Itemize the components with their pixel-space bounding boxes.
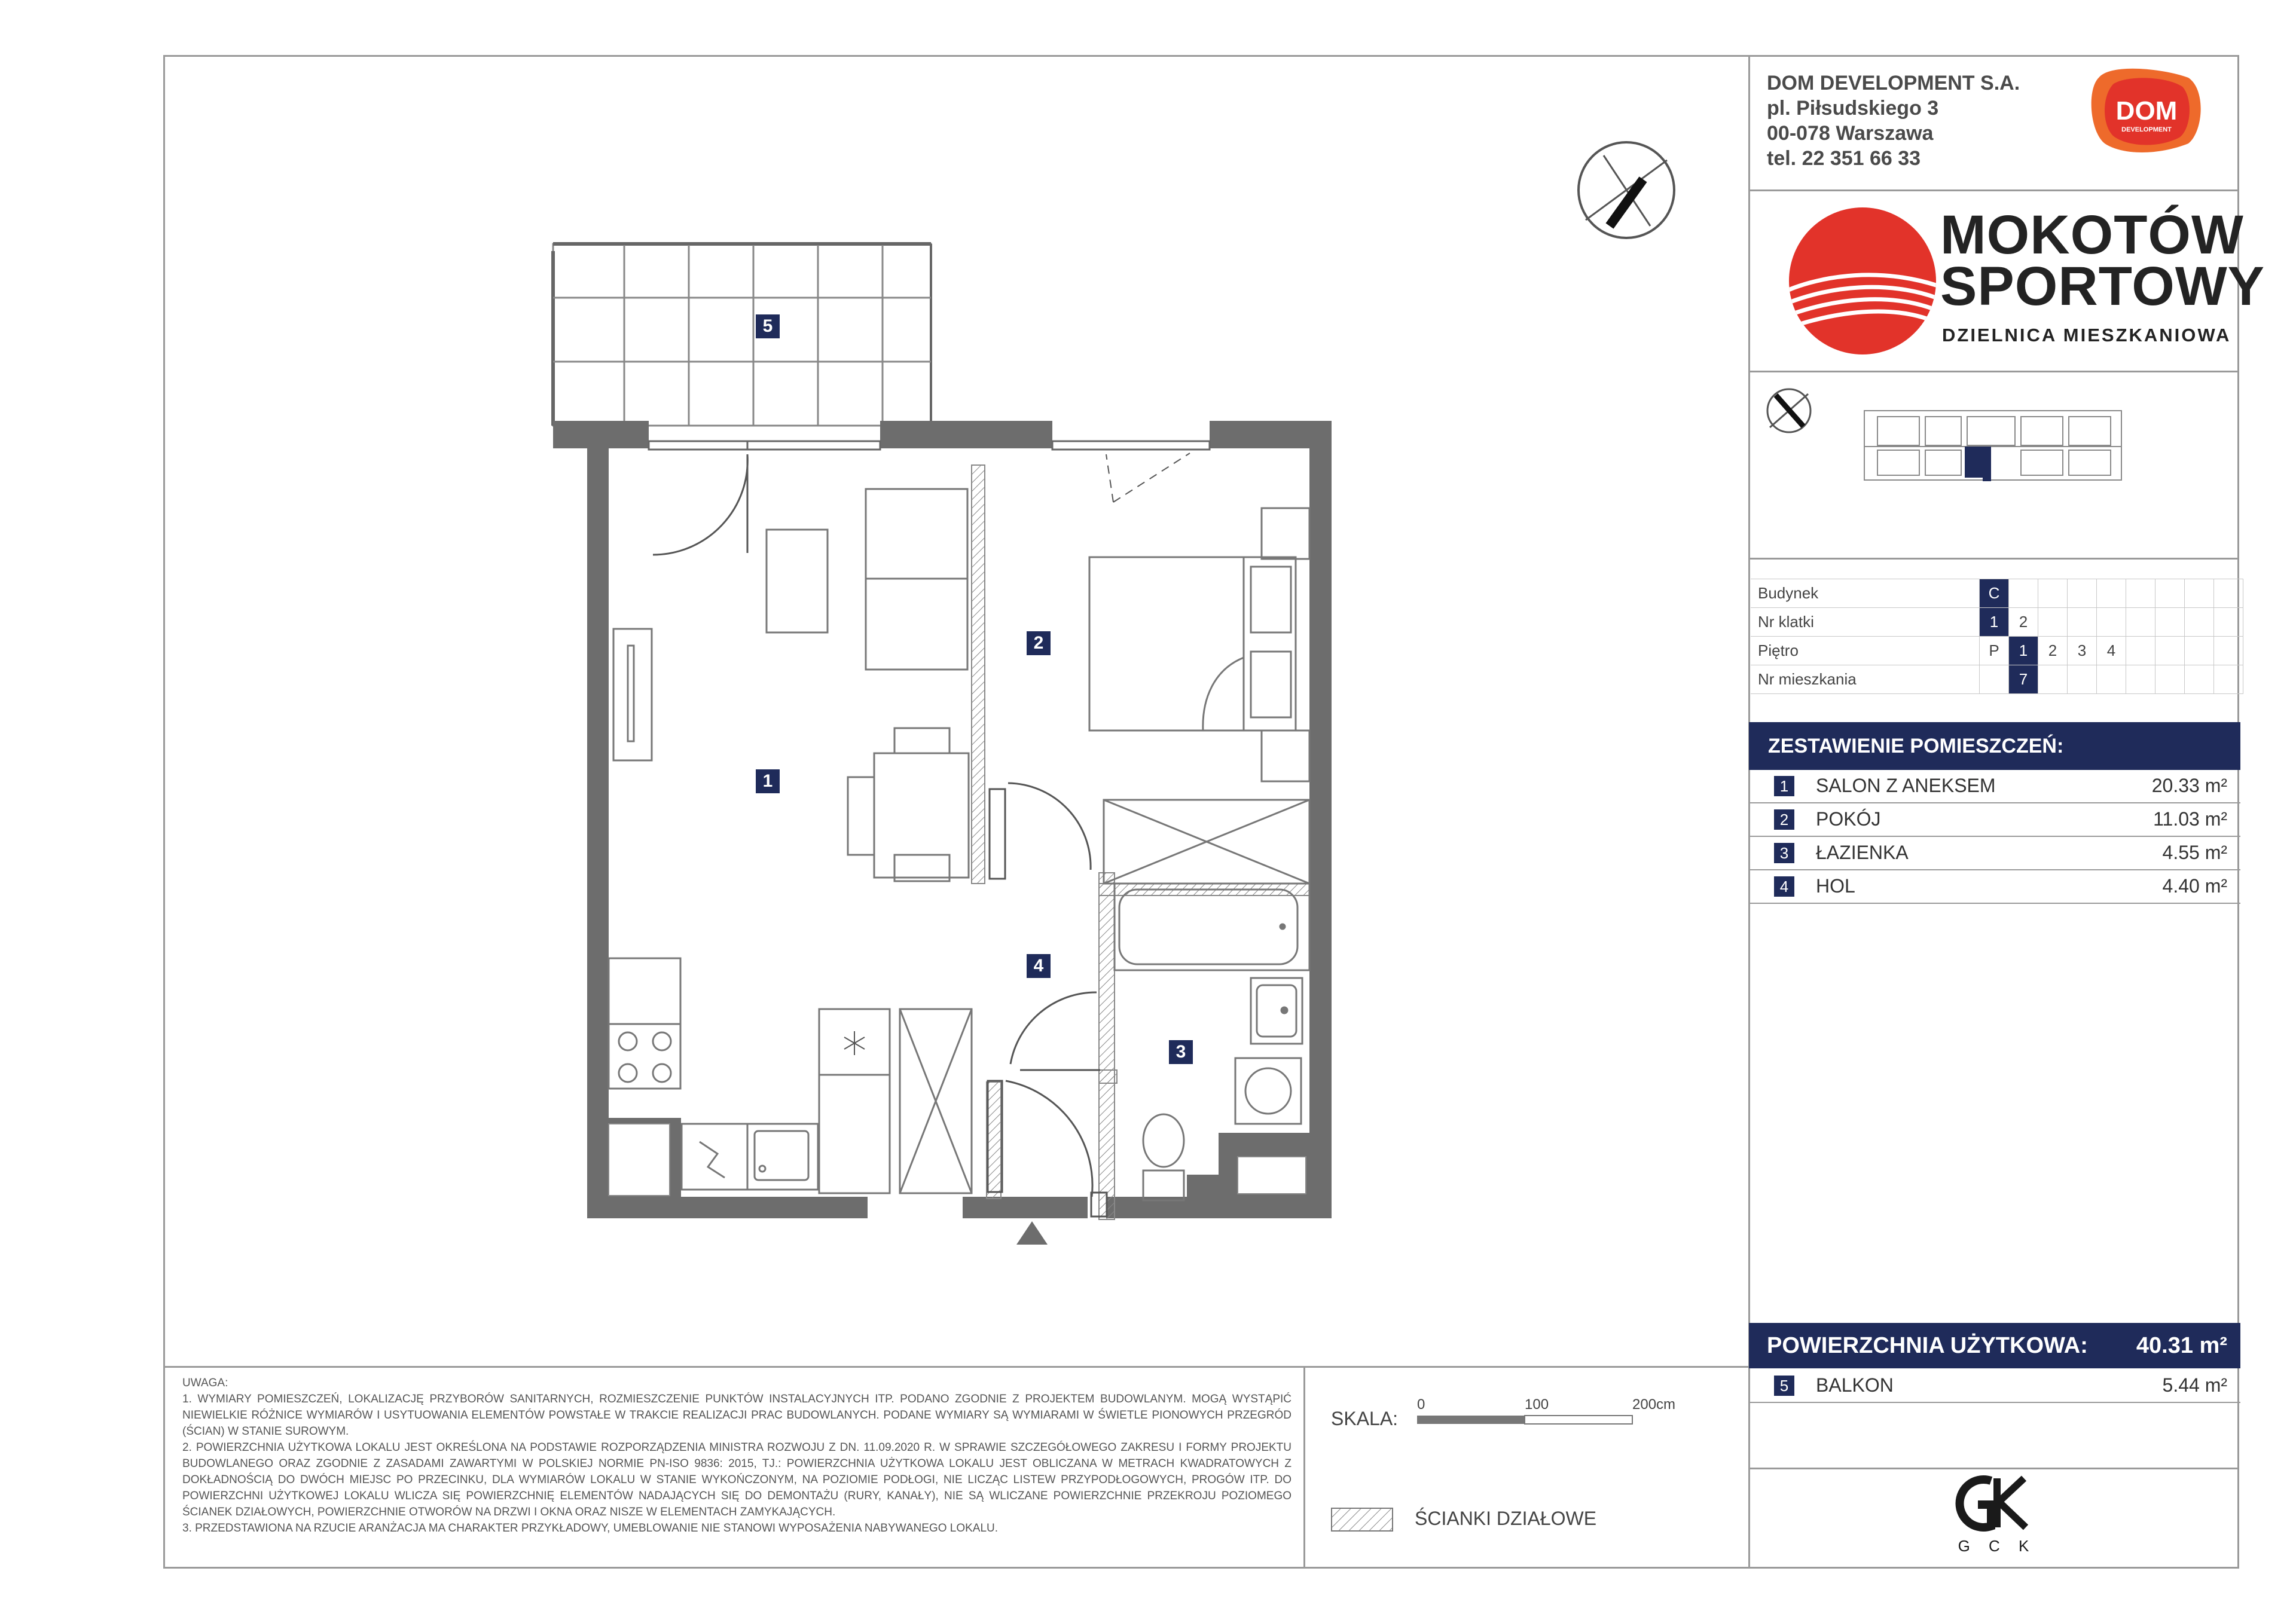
info-row: [1751, 608, 2243, 637]
scale-label: SKALA:: [1331, 1408, 1399, 1429]
project-subtitle: DZIELNICA MIESZKANIOWA: [1942, 325, 2231, 346]
info-cell: 2: [2038, 637, 2068, 665]
furniture-living: [613, 489, 969, 881]
info-row-label: Nr mieszkania: [1751, 665, 1980, 694]
dom-logo-text: DOM: [2115, 96, 2178, 126]
room-area: 20.33 m²: [2151, 775, 2227, 796]
scale-tick-0: 0: [1417, 1396, 1425, 1413]
info-cell: [2214, 637, 2243, 665]
info-cell: 3: [2068, 637, 2097, 665]
room-num: 4: [1774, 876, 1794, 897]
info-cell: [2038, 579, 2068, 608]
balcony-number: 5: [1774, 1376, 1794, 1396]
room-row: [1749, 870, 2240, 904]
info-cell: [2097, 579, 2126, 608]
info-cell: [2126, 579, 2155, 608]
dom-development-logo: [2087, 66, 2206, 155]
info-cell: [2155, 579, 2185, 608]
info-row: [1751, 665, 2243, 694]
balcony-name: BALKON: [1816, 1374, 1894, 1396]
room-name: ŁAZIENKA: [1816, 842, 1909, 863]
key-plan-marker: [1983, 478, 1991, 481]
info-cell: [2185, 665, 2214, 694]
info-cell: [2038, 608, 2068, 637]
entrance-arrow-icon: [1016, 1221, 1048, 1245]
key-plan-selected-unit: [1965, 447, 1991, 478]
note-1: 1. WYMIARY POMIESZCZEŃ, LOKALIZACJĘ PRZYBORÓW SANITARNYCH, ROZMIESZCZENIE PUNKTÓW INSTALACYJNYCH ITP. PODANO ZGODNIE Z PROJEKTEM BUDOWLANYM. MOGĄ WYSTĄPIĆ NIEWIELKIE RÓŻNICE WYMIARÓW I USYTUOWANIA ELEMENTÓW POWSTAŁE W TRAKCIE REALIZACJI PRAC BUDOWLANYCH. PODANE WYMIARY SĄ WYMIARAMI W ŚWIETLE PIONOWYCH PRZEGRÓD (ŚCIAN) W STANIE SUROWYM.: [182, 1393, 1292, 1438]
room-row: [1749, 770, 2240, 803]
compass-small-icon: [1767, 389, 1810, 432]
info-cell: [2185, 579, 2214, 608]
info-row-label: Nr klatki: [1751, 608, 1980, 637]
room-label-4: 4: [1027, 954, 1051, 978]
key-plan: [1758, 380, 2212, 517]
info-cell: C: [1980, 579, 2009, 608]
room-area: 4.40 m²: [2162, 875, 2227, 897]
gck-letters: G C K: [1958, 1537, 2037, 1555]
info-cell: [2068, 579, 2097, 608]
info-cell: 1: [2009, 637, 2038, 665]
room-num: 2: [1774, 809, 1794, 830]
balcony-area: 5.44 m²: [2162, 1374, 2227, 1396]
info-cell: [2126, 637, 2155, 665]
doors: [988, 783, 1107, 1217]
total-area-label: POWIERZCHNIA UŻYTKOWA:: [1767, 1333, 2088, 1358]
info-cell: [2155, 665, 2185, 694]
total-area-bar: [1749, 1323, 2240, 1368]
info-cell: [2185, 637, 2214, 665]
balcony: [553, 244, 931, 426]
info-cell: 4: [2097, 637, 2126, 665]
info-cell: [2126, 665, 2155, 694]
company-address-2: 00-078 Warszawa: [1767, 122, 1934, 145]
info-row-label: Piętro: [1751, 637, 1980, 665]
info-cell: [2185, 608, 2214, 637]
partition-walls: [972, 465, 1309, 1219]
room-num: 3: [1774, 843, 1794, 863]
info-cell: [2038, 665, 2068, 694]
project-title: [1940, 204, 2266, 317]
notes-title: UWAGA:: [182, 1377, 228, 1389]
freezer-icon: [844, 1031, 865, 1055]
room-name: SALON Z ANEKSEM: [1816, 775, 1996, 796]
info-row: [1751, 579, 2243, 608]
info-cell: [2214, 665, 2243, 694]
info-cell: 1: [1980, 608, 2009, 637]
building-outline: [1864, 411, 2121, 480]
notes-top-line: [163, 1366, 1749, 1368]
project-title-line-1: MOKOTÓW: [1940, 204, 2244, 265]
legend-partitions-label: ŚCIANKI DZIAŁOWE: [1415, 1508, 1597, 1529]
note-2: 2. POWIERZCHNIA UŻYTKOWA LOKALU JEST OKREŚLONA NA PODSTAWIE ROZPORZĄDZENIA MINISTRA ROZWOJU Z DN. 11.09.2020 R. W SPRAWIE SZCZEGÓŁOWEGO ZAKRESU I FORMY PROJEKTU BUDOWLANEGO ORAZ ZGODNIE Z ZASADAMI ZAWARTYMI W POLSKIEJ NORMIE PN-ISO 9836: 2015, TJ.: POWIERZCHNIA UŻYTKOWA LOKALU JEST OBLICZANA W METRACH KWADRATOWYCH Z DOKŁADNOŚCIĄ DO DWÓCH MIEJSC PO PRZECINKU, DLA WYMIARÓW LOKALU W STANIE WYKOŃCZONYM, NA POZIOMIE PODŁOGI, NIE LICZĄC LISTEW PRZYPODŁOGOWYCH, PROGÓW ITP. DO POWIERZCHNI UŻYTKOWEJ LOKALU WLICZA SIĘ POWIERZCHNIĘ ELEMENTÓW NADAJĄCYCH SIĘ DO DEMONTAŻU (RURY, KANAŁY), NIE SĄ WLICZANE POWIERZCHNIE PRZEKROJU POZIOMEGO ŚCIANEK DZIAŁOWYCH, POWIERZCHNIE OTWORÓW NA DRZWI I OKNA ORAZ NISZE W ELEMENTACH ZAMYKAJĄCYCH.: [182, 1441, 1292, 1518]
compass-icon: [1573, 136, 1680, 244]
title-block-sep-3: [1748, 558, 2239, 560]
floor-plan: [0, 0, 1363, 1273]
unit-info-table: [1751, 579, 2243, 694]
scale-tick-200: 200cm: [1632, 1396, 1676, 1413]
scale-tick-100: 100: [1525, 1396, 1549, 1413]
door-swing-balcony: [653, 454, 747, 555]
company-info: [1767, 71, 2020, 171]
room-label-3: 3: [1169, 1040, 1193, 1064]
room-area: 11.03 m²: [2153, 808, 2227, 830]
furniture-bedroom: [1089, 508, 1309, 884]
info-row-label: Budynek: [1751, 579, 1980, 608]
room-label-5: 5: [756, 314, 780, 338]
info-cell: [2155, 608, 2185, 637]
info-cell: [2214, 608, 2243, 637]
info-cell: [2068, 608, 2097, 637]
room-area: 4.55 m²: [2162, 842, 2227, 863]
info-cell: P: [1980, 637, 2009, 665]
company-phone: tel. 22 351 66 33: [1767, 147, 1921, 170]
balcony-row: [1749, 1370, 2240, 1403]
title-block-sep-1: [1748, 189, 2239, 191]
dom-logo-subtext: DEVELOPMENT: [2121, 126, 2172, 133]
note-3: 3. PRZEDSTAWIONA NA RZUCIE ARANŻACJA MA CHARAKTER PRZYKŁADOWY, UMEBLOWANIE NIE STANOWI WYPOSAŻENIA NABYWANEGO LOKALU.: [182, 1522, 999, 1535]
gck-logo: [1949, 1468, 2045, 1557]
notes: [182, 1375, 1292, 1536]
info-cell: [2097, 608, 2126, 637]
room-name: HOL: [1816, 875, 1855, 897]
info-cell: [2155, 637, 2185, 665]
info-row: [1751, 637, 2243, 665]
room-row: [1749, 803, 2240, 837]
room-row: [1749, 837, 2240, 870]
scale-bar: [1417, 1414, 1644, 1426]
info-cell: [2068, 665, 2097, 694]
total-area-value: 40.31 m²: [2136, 1333, 2227, 1358]
title-block-sep-2: [1748, 371, 2239, 372]
info-cell: 7: [2009, 665, 2038, 694]
room-label-1: 1: [756, 769, 780, 793]
info-cell: [2126, 608, 2155, 637]
info-cell: [2097, 665, 2126, 694]
outer-walls: [553, 421, 1332, 1218]
info-cell: [1980, 665, 2009, 694]
hatch-legend-icon: [1331, 1508, 1393, 1532]
notes-divider: [1303, 1366, 1305, 1569]
project-title-line-2: SPORTOWY: [1940, 256, 2266, 317]
company-address-1: pl. Piłsudskiego 3: [1767, 97, 1939, 120]
info-cell: [2009, 579, 2038, 608]
info-cell: [2214, 579, 2243, 608]
room-num: 1: [1774, 776, 1794, 796]
company-name: DOM DEVELOPMENT S.A.: [1767, 72, 2020, 94]
room-name: POKÓJ: [1816, 808, 1881, 830]
room-label-2: 2: [1027, 631, 1051, 655]
info-cell: 2: [2009, 608, 2038, 637]
rooms-header: ZESTAWIENIE POMIESZCZEŃ:: [1749, 722, 2240, 770]
window-swing: [1113, 453, 1190, 502]
